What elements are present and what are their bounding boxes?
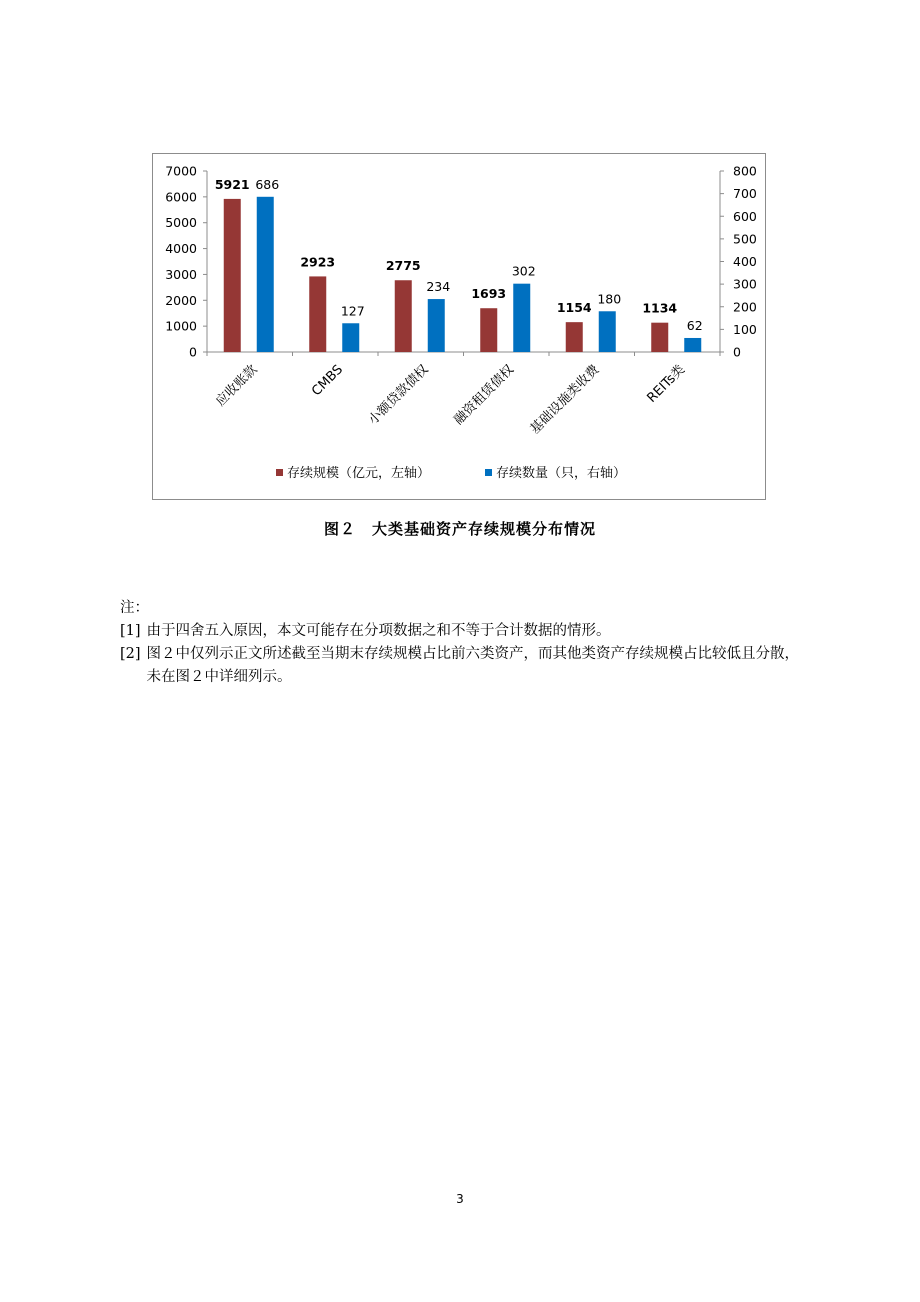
data-label-count: 686 — [255, 176, 280, 192]
data-label-scale: 1154 — [556, 300, 592, 316]
bar-scale-3 — [395, 280, 412, 352]
note-item — [120, 620, 810, 643]
data-label-scale: 1134 — [642, 300, 678, 316]
note-number: [2] — [120, 646, 141, 662]
notes-heading: 注： — [120, 600, 149, 616]
data-label-count: 62 — [686, 317, 703, 333]
note-number: [1] — [120, 623, 141, 639]
y-right-tick-label: 600 — [733, 208, 757, 224]
x-category-label: REITs类 — [644, 362, 689, 406]
bar-count-2 — [342, 323, 359, 352]
y-left-tick-label: 3000 — [165, 266, 197, 282]
bar-scale-6 — [651, 323, 668, 352]
data-label-scale: 1693 — [471, 286, 507, 302]
y-left-tick-label: 7000 — [165, 163, 197, 179]
data-label-count: 127 — [340, 303, 365, 319]
y-left-tick-label: 4000 — [165, 241, 197, 257]
bar-scale-4 — [480, 308, 497, 352]
x-category-label: CMBS — [309, 362, 347, 400]
y-left-tick-label: 0 — [189, 344, 197, 360]
x-category-label: 应收账款 — [213, 362, 261, 410]
y-left-tick-label: 5000 — [165, 215, 197, 231]
data-label-scale: 2923 — [300, 254, 336, 270]
bar-chart — [152, 153, 766, 500]
y-left-tick-label: 6000 — [165, 189, 197, 205]
data-label-count: 234 — [426, 279, 451, 295]
notes-section — [120, 597, 810, 689]
bar-count-1 — [257, 197, 274, 352]
x-category-label: 融资租赁债权 — [451, 362, 518, 428]
legend-swatch-1 — [276, 469, 283, 476]
bar-count-5 — [599, 311, 616, 352]
y-right-tick-label: 200 — [733, 299, 757, 315]
note-item — [120, 643, 810, 689]
bar-scale-1 — [224, 199, 241, 352]
legend-swatch-2 — [485, 469, 492, 476]
note-text: 图２中仅列示正文所述截至当期末存续规模占比前六类资产，而其他类资产存续规模占比较低且分散，未在图２中详细列示。 — [146, 646, 800, 685]
data-label-count: 180 — [597, 291, 622, 307]
note-text: 由于四舍五入原因，本文可能存在分项数据之和不等于合计数据的情形。 — [146, 623, 611, 639]
bar-count-6 — [684, 338, 701, 352]
y-right-tick-label: 800 — [733, 163, 757, 179]
x-category-label: 小额贷款债权 — [365, 362, 432, 428]
y-right-tick-label: 500 — [733, 231, 757, 247]
y-left-tick-label: 1000 — [165, 318, 197, 334]
bar-count-4 — [513, 284, 530, 352]
legend-label-1: 存续规模（亿元，左轴） — [287, 466, 431, 481]
bar-scale-5 — [566, 322, 583, 352]
bar-scale-2 — [309, 276, 326, 352]
data-label-count: 302 — [511, 263, 536, 279]
y-right-tick-label: 0 — [733, 344, 741, 360]
x-category-label: 基础设施类收费 — [527, 362, 603, 438]
y-left-tick-label: 2000 — [165, 292, 197, 308]
y-right-tick-label: 300 — [733, 276, 757, 292]
figure-caption: 图２ 大类基础资产存续规模分布情况 — [323, 520, 596, 538]
page-number: 3 — [456, 1192, 464, 1206]
y-right-tick-label: 400 — [733, 254, 757, 269]
data-label-scale: 2775 — [385, 258, 421, 274]
y-right-tick-label: 100 — [733, 321, 757, 337]
y-right-tick-label: 700 — [733, 186, 757, 202]
legend-label-2: 存续数量（只，右轴） — [496, 466, 627, 481]
data-label-scale: 5921 — [214, 176, 250, 192]
bar-count-3 — [428, 299, 445, 352]
